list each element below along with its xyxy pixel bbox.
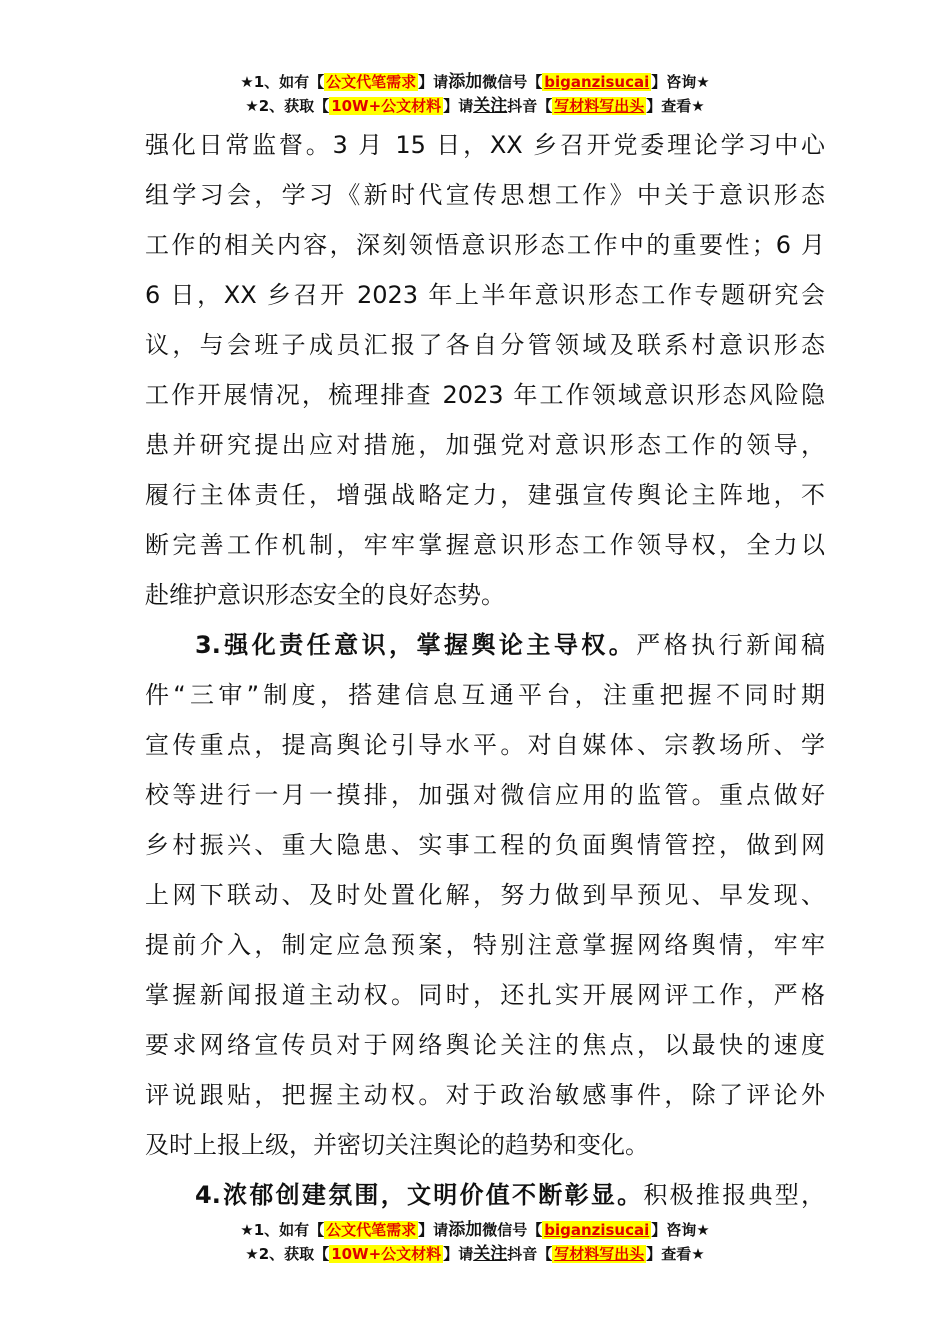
text-line: 患并研究提出应对措施，加强党对意识形态工作的领导，: [145, 431, 825, 459]
wechat-id-link[interactable]: biganzisucai: [544, 1221, 650, 1239]
paragraph-supervision: [145, 120, 825, 620]
promo-text: ★2、获取【: [245, 97, 330, 115]
wechat-id-link[interactable]: biganzisucai: [544, 73, 650, 91]
promo-text: 】请: [443, 1245, 474, 1263]
promo-emphasis: 添加: [448, 72, 483, 92]
promo-text: 抖音【: [507, 1245, 553, 1263]
promo-text: 】咨询★: [651, 1221, 710, 1239]
promo-text: 】请: [418, 73, 449, 91]
text-line: 提前介入，制定应急预案，特别注意掌握网络舆情，牢牢: [145, 931, 825, 959]
document-body: [145, 120, 825, 1220]
promo-text: 】咨询★: [651, 73, 710, 91]
promo-emphasis: 关注: [473, 96, 508, 116]
text-line: 上网下联动、及时处置化解，努力做到早预见、早发现、: [145, 881, 825, 909]
text-line: 赴维护意识形态安全的良好态势。: [145, 581, 505, 609]
text-line: 6 日，XX 乡召开 2023 年上半年意识形态工作专题研究会: [145, 281, 825, 309]
promo-text: 】请: [443, 97, 474, 115]
douyin-account-link[interactable]: 写材料写出头: [554, 1245, 645, 1263]
promo-text: 】查看★: [646, 1245, 705, 1263]
heading-lead-text: 严格执行新闻稿: [636, 631, 825, 659]
text-line: [145, 1170, 825, 1220]
promo-highlight: 公文代笔需求: [326, 1221, 417, 1239]
text-line: 评说跟贴，把握主动权。对于政治敏感事件，除了评论外: [145, 1081, 825, 1109]
promo-line-1: [0, 1218, 950, 1242]
promo-highlight: 公文代笔需求: [326, 73, 417, 91]
promo-highlight: 10W+公文材料: [331, 97, 442, 115]
text-line: 乡村振兴、重大隐患、实事工程的负面舆情管控，做到网: [145, 831, 825, 859]
promo-line-2: [0, 1242, 950, 1266]
text-line: 及时上报上级，并密切关注舆论的趋势和变化。: [145, 1131, 649, 1159]
promo-emphasis: 添加: [448, 1220, 483, 1240]
paragraph-responsibility: [145, 620, 825, 1170]
promo-highlight: 10W+公文材料: [331, 1245, 442, 1263]
text-line: 掌握新闻报道主动权。同时，还扎实开展网评工作，严格: [145, 981, 825, 1009]
promo-line-2: [0, 94, 950, 118]
text-line: 件“三审”制度，搭建信息互通平台，注重把握不同时期: [145, 681, 825, 709]
promo-text: ★1、如有【: [240, 1221, 325, 1239]
text-line: 校等进行一月一摸排，加强对微信应用的监管。重点做好: [145, 781, 825, 809]
promo-line-1: [0, 70, 950, 94]
text-line: 履行主体责任，增强战略定力，建强宣传舆论主阵地，不: [145, 481, 825, 509]
text-line: 议，与会班子成员汇报了各自分管领域及联系村意识形态: [145, 331, 825, 359]
text-line: 宣传重点，提高舆论引导水平。对自媒体、宗教场所、学: [145, 731, 825, 759]
promo-text: ★2、获取【: [245, 1245, 330, 1263]
promo-text: ★1、如有【: [240, 73, 325, 91]
douyin-account-link[interactable]: 写材料写出头: [554, 97, 645, 115]
text-line: 要求网络宣传员对于网络舆论关注的焦点，以最快的速度: [145, 1031, 825, 1059]
text-line: 断完善工作机制，牢牢掌握意识形态工作领导权，全力以: [145, 531, 825, 559]
text-line: 工作的相关内容，深刻领悟意识形态工作中的重要性；6 月: [145, 231, 825, 259]
promo-text: 抖音【: [507, 97, 553, 115]
heading-lead-text: 积极推报典型，: [643, 1181, 826, 1209]
promo-text: 】查看★: [646, 97, 705, 115]
text-line: 强化日常监督。3 月 15 日，XX 乡召开党委理论学习中心: [145, 131, 825, 159]
footer-promo-banner: [0, 1218, 950, 1266]
text-line: [145, 620, 825, 670]
text-line: 组学习会，学习《新时代宣传思想工作》中关于意识形态: [145, 181, 825, 209]
section-heading: 3.强化责任意识，掌握舆论主导权。: [195, 631, 637, 659]
section-heading: 4.浓郁创建氛围，文明价值不断彰显。: [195, 1181, 644, 1209]
paragraph-civilization: [145, 1170, 825, 1220]
promo-text: 微信号【: [482, 1221, 543, 1239]
promo-text: 微信号【: [482, 73, 543, 91]
promo-text: 】请: [418, 1221, 449, 1239]
header-promo-banner: [0, 70, 950, 118]
text-line: 工作开展情况，梳理排查 2023 年工作领域意识形态风险隐: [145, 381, 825, 409]
promo-emphasis: 关注: [473, 1244, 508, 1264]
